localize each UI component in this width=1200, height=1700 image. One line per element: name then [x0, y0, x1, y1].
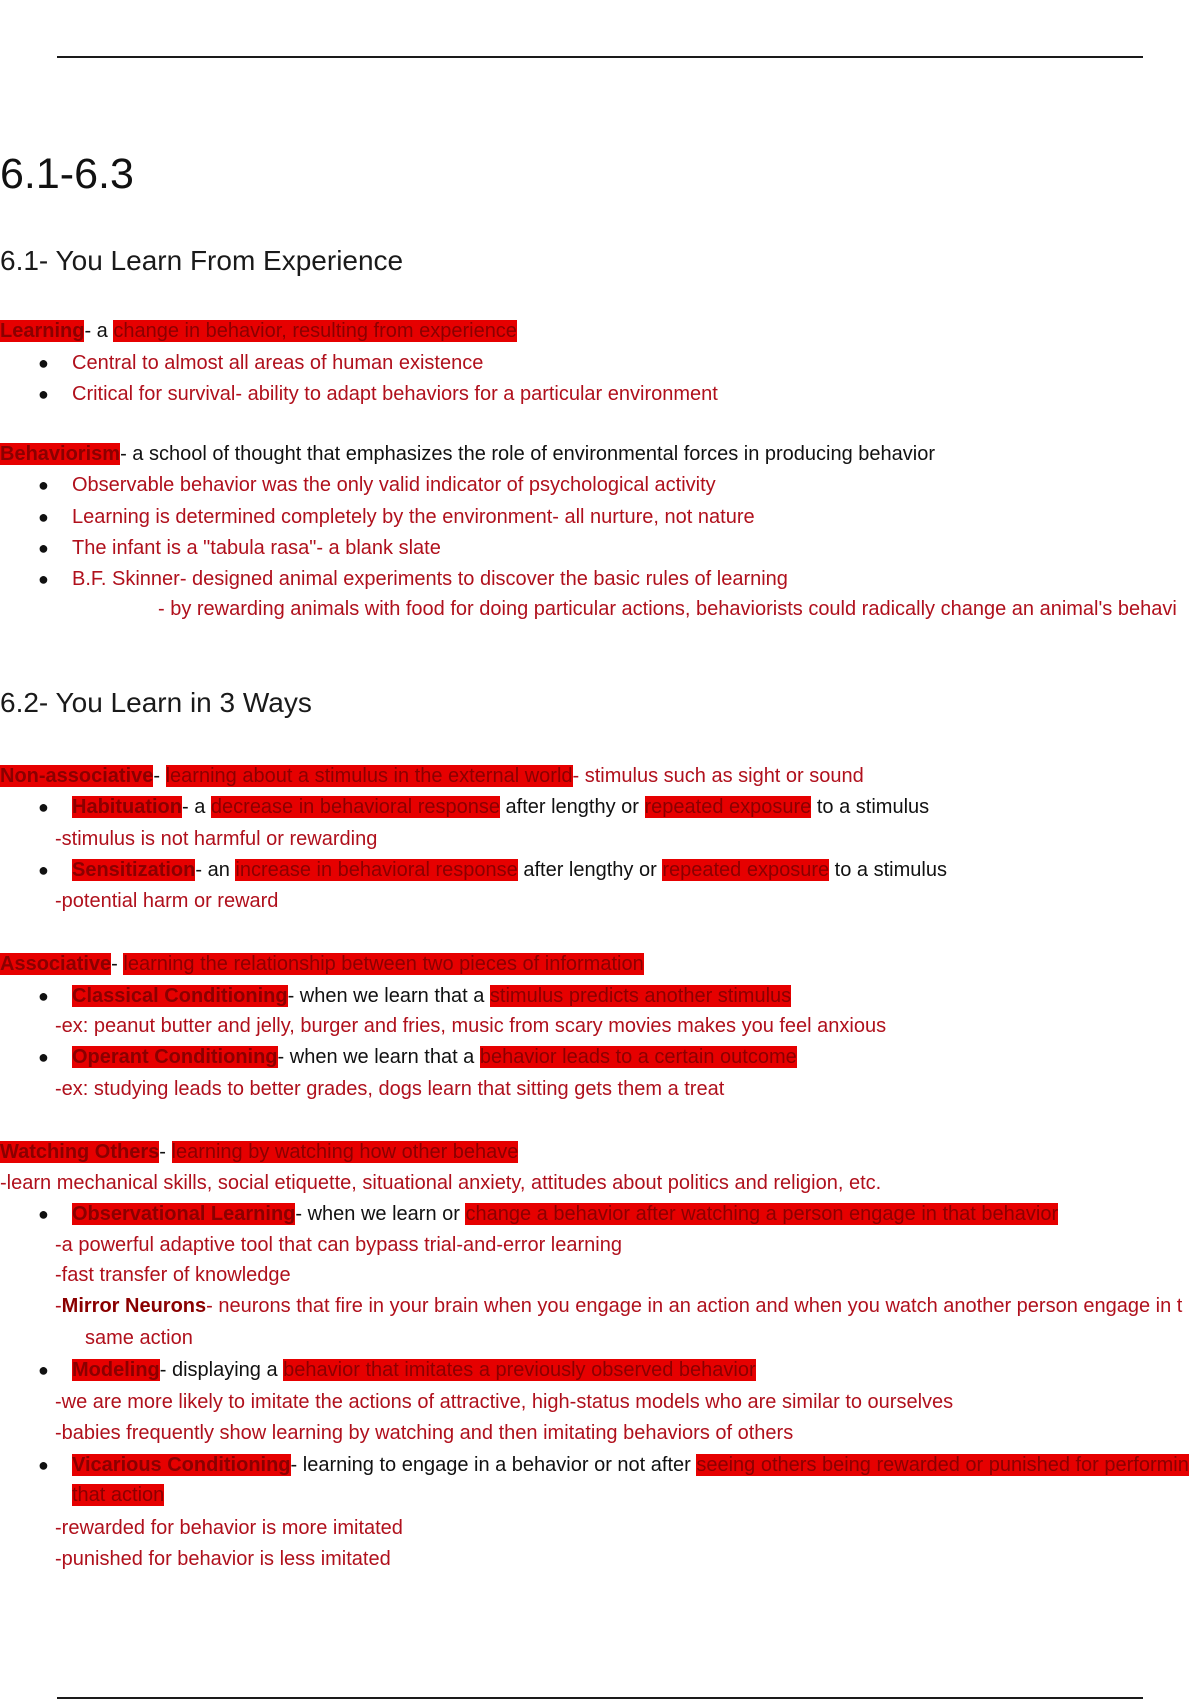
- sub-note: - by rewarding animals with food for doing particular actions, behaviorists could radically change an animal's behavi: [158, 598, 1177, 620]
- note: -punished for behavior is less imitated: [55, 1548, 391, 1570]
- bullet-icon: ●: [38, 569, 49, 589]
- definition-associative: Associative- learning the relationship between two pieces of information: [0, 953, 644, 975]
- bullet-icon: ●: [38, 1360, 49, 1380]
- list-item: Central to almost all areas of human existence: [72, 352, 484, 374]
- note: -rewarded for behavior is more imitated: [55, 1517, 403, 1539]
- term-learning: Learning: [0, 320, 85, 342]
- bullet-icon: ●: [38, 384, 49, 404]
- definition-behaviorism: Behaviorism- a school of thought that emphasizes the role of environmental forces in producing behavior: [0, 443, 935, 465]
- bullet-icon: ●: [38, 1204, 49, 1224]
- list-item: Observable behavior was the only valid indicator of psychological activity: [72, 474, 716, 496]
- note-continuation: same action: [85, 1327, 193, 1349]
- section-heading-6-1: 6.1- You Learn From Experience: [0, 245, 404, 276]
- term-behaviorism: Behaviorism: [0, 443, 121, 465]
- note: -ex: peanut butter and jelly, burger and fries, music from scary movies makes you feel anxious: [55, 1015, 887, 1037]
- bullet-icon: ●: [38, 353, 49, 373]
- bullet-icon: ●: [38, 986, 49, 1006]
- list-item: The infant is a "tabula rasa"- a blank slate: [72, 537, 441, 559]
- note: -ex: studying leads to better grades, dogs learn that sitting gets them a treat: [55, 1078, 725, 1100]
- list-item: B.F. Skinner- designed animal experiments to discover the basic rules of learning: [72, 568, 788, 590]
- definition-operant-conditioning: Operant Conditioning- when we learn that a behavior leads to a certain outcome: [72, 1046, 797, 1068]
- note: -babies frequently show learning by watching and then imitating behaviors of others: [55, 1422, 794, 1444]
- definition-vicarious-conditioning: Vicarious Conditioning- learning to engage in a behavior or not after seeing others being rewarded or punished for performin: [72, 1454, 1189, 1476]
- note: -stimulus is not harmful or rewarding: [55, 828, 378, 850]
- bullet-icon: ●: [38, 507, 49, 527]
- bullet-icon: ●: [38, 475, 49, 495]
- bottom-rule: [57, 1697, 1143, 1699]
- definition-watching-others: Watching Others- learning by watching how other behave: [0, 1141, 519, 1163]
- note: -learn mechanical skills, social etiquette, situational anxiety, attitudes about politics and religion, etc.: [0, 1172, 882, 1194]
- bullet-icon: ●: [38, 797, 49, 817]
- list-item: Learning is determined completely by the environment- all nurture, not nature: [72, 506, 755, 528]
- section-heading-6-2: 6.2- You Learn in 3 Ways: [0, 687, 312, 718]
- note-mirror-neurons: -Mirror Neurons- neurons that fire in your brain when you engage in an action and when you watch another person engage in t: [55, 1295, 1183, 1317]
- note: -a powerful adaptive tool that can bypass trial-and-error learning: [55, 1234, 622, 1256]
- definition-modeling: Modeling- displaying a behavior that imitates a previously observed behavior: [72, 1359, 756, 1381]
- def-learning: change in behavior, resulting from experience: [113, 320, 517, 342]
- definition-continuation: that action: [72, 1484, 165, 1506]
- note: -fast transfer of knowledge: [55, 1264, 291, 1286]
- bullet-icon: ●: [38, 1047, 49, 1067]
- definition-habituation: Habituation- a decrease in behavioral response after lengthy or repeated exposure to a stimulus: [72, 796, 930, 818]
- note: -we are more likely to imitate the actions of attractive, high-status models who are similar to ourselves: [55, 1391, 954, 1413]
- list-item: Critical for survival- ability to adapt behaviors for a particular environment: [72, 383, 718, 405]
- page-title: 6.1-6.3: [0, 150, 134, 198]
- definition-sensitization: Sensitization- an increase in behavioral response after lengthy or repeated exposure to a stimulus: [72, 859, 947, 881]
- bullet-icon: ●: [38, 1455, 49, 1475]
- definition-observational-learning: Observational Learning- when we learn or change a behavior after watching a person engage in that behavior: [72, 1203, 1059, 1225]
- bullet-icon: ●: [38, 538, 49, 558]
- definition-learning: Learning- a change in behavior, resulting from experience: [0, 320, 517, 342]
- note: -potential harm or reward: [55, 890, 279, 912]
- definition-classical-conditioning: Classical Conditioning- when we learn that a stimulus predicts another stimulus: [72, 985, 792, 1007]
- bullet-icon: ●: [38, 860, 49, 880]
- definition-non-associative: Non-associative- learning about a stimulus in the external world- stimulus such as sight or sound: [0, 765, 864, 787]
